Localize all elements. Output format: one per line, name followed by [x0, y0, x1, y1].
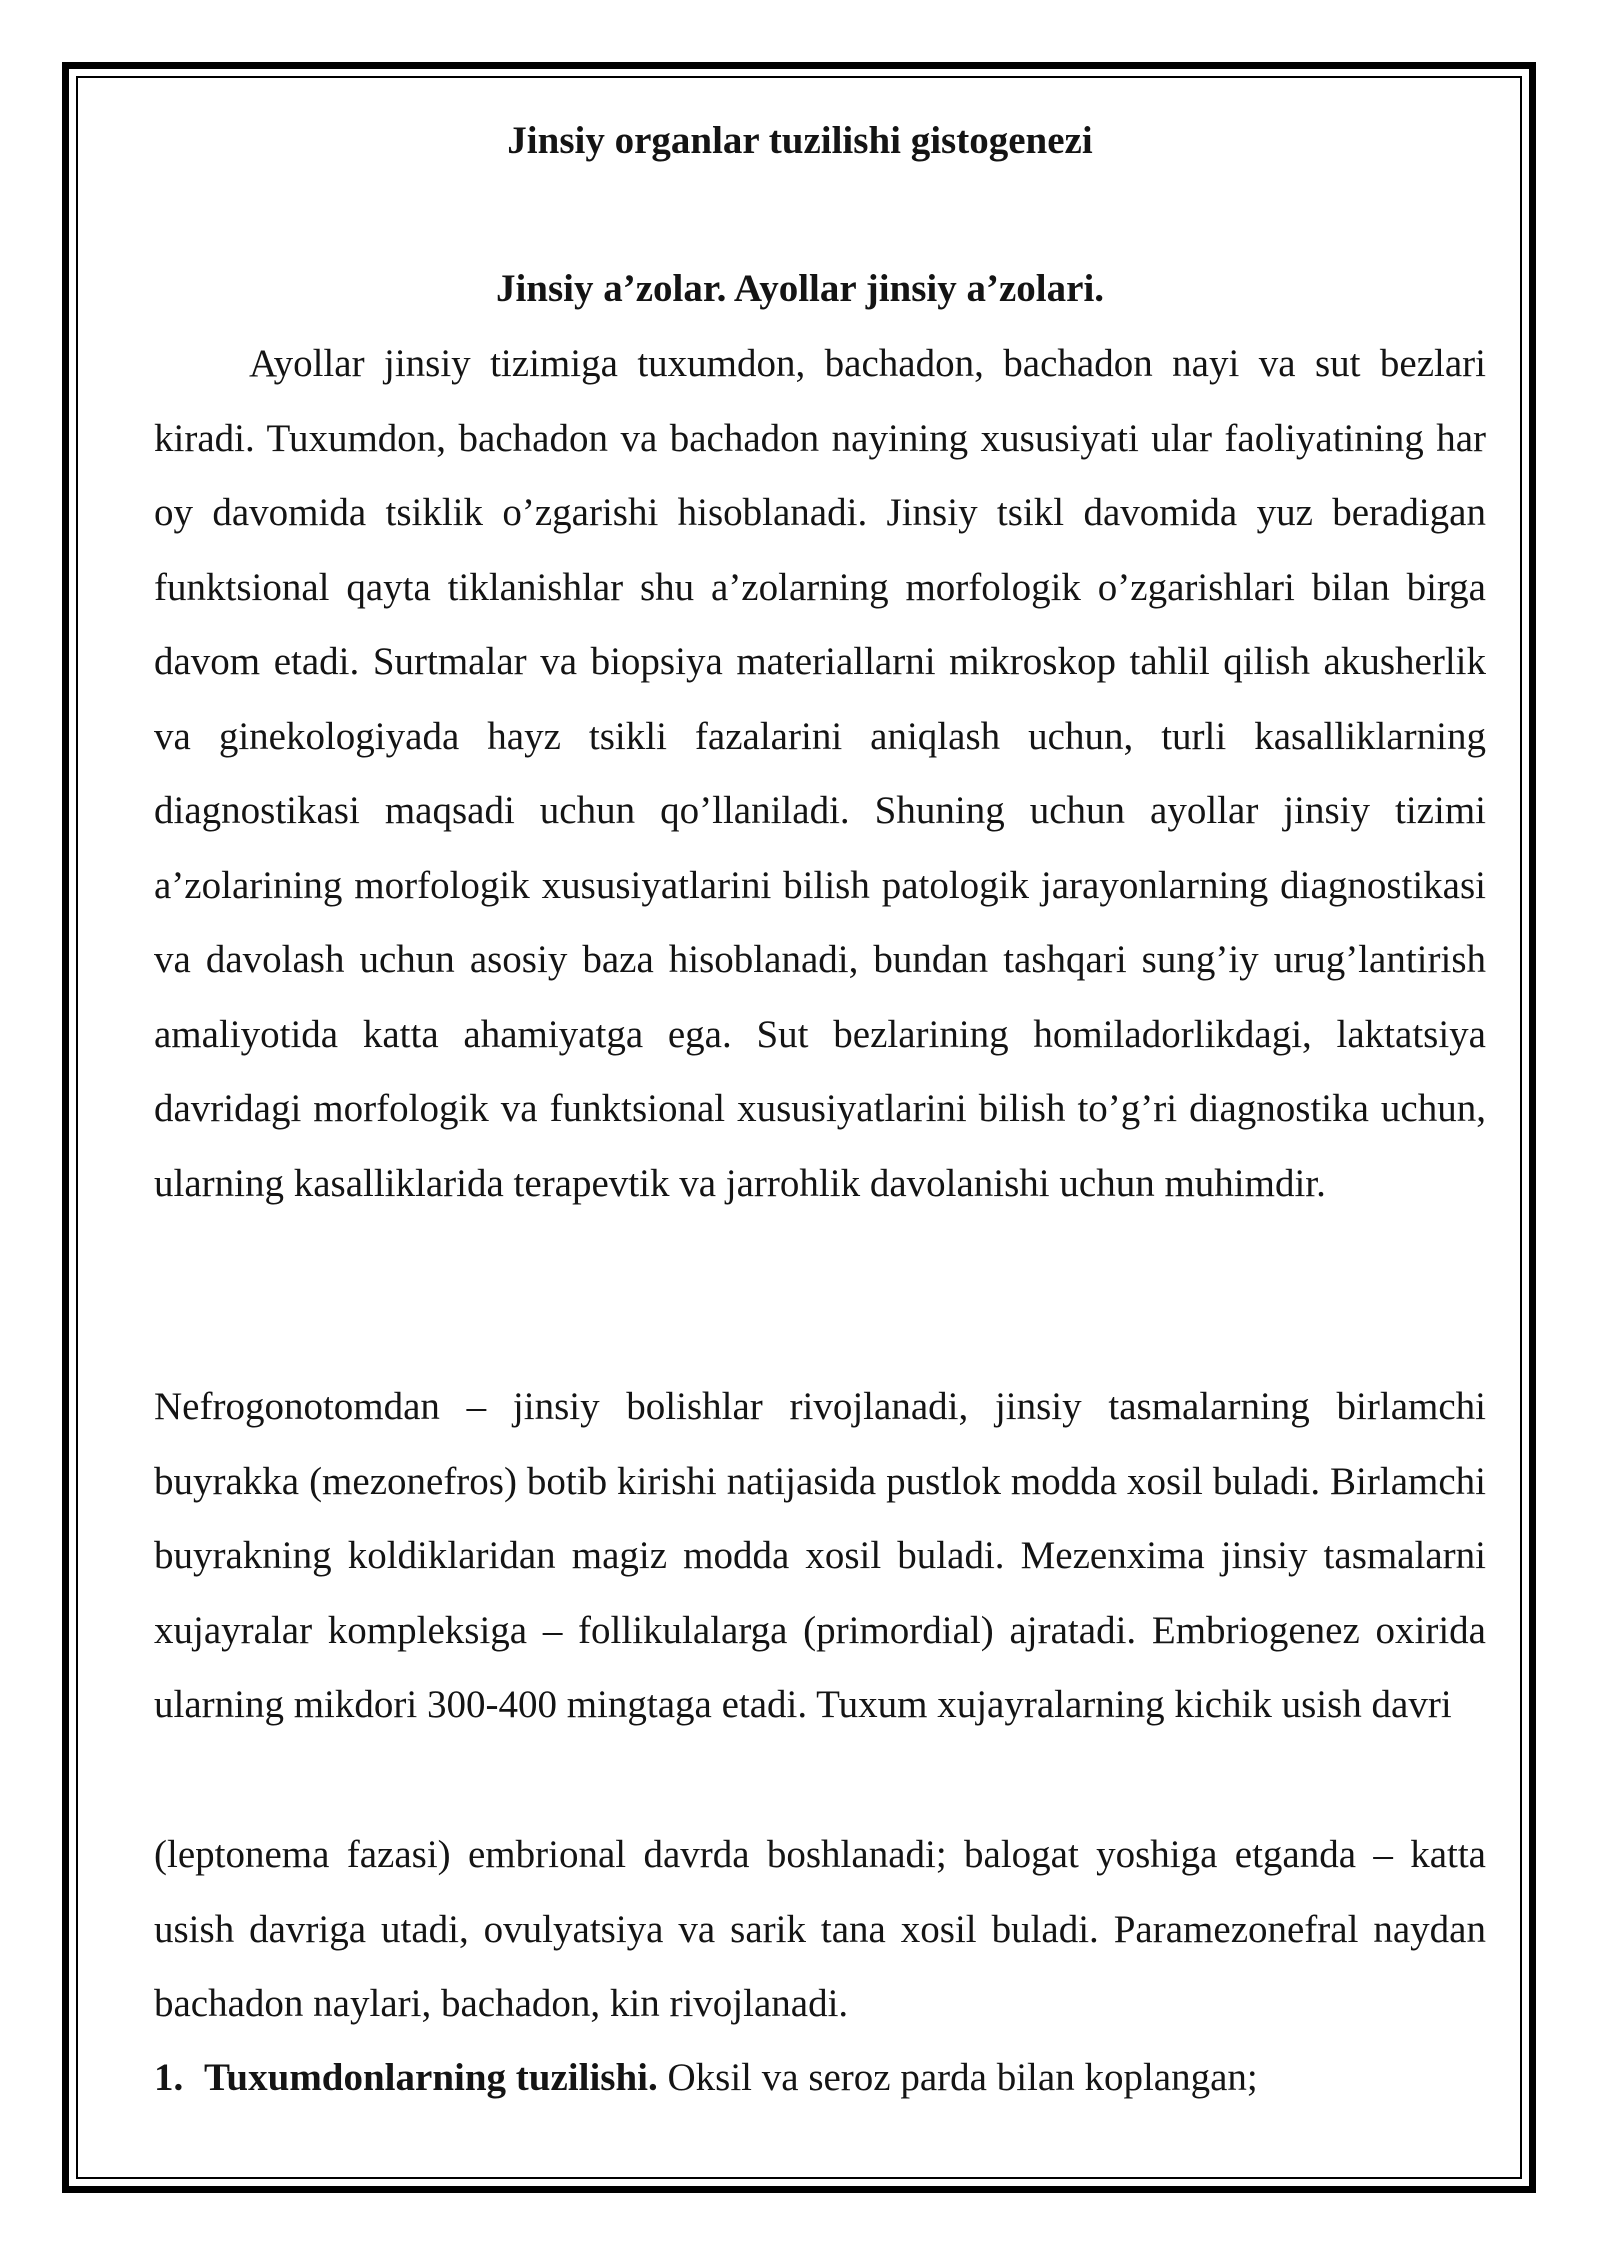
list-item-heading: Tuxumdonlarning tuzilishi. — [204, 2056, 658, 2099]
section-heading: Jinsiy a’zolar. Ayollar jinsiy a’zolari. — [495, 267, 1105, 310]
paragraph-embryogenesis: Nefrogonotomdan – jinsiy bolishlar rivojlanadi, jinsiy tasmalarning birlamchi buyrakka (mezonefros) botib kirishi natijasida pustlok modda xosil buladi. Birlamchi buyrakning koldiklaridan magiz modda xosil buladi. Mezenxima jinsiy tasmalarni xujayralar kompleksiga – follikulalarga (primordial) ajratadi. Embriogenez oxirida ularning mikdori 300-400 mingtaga etadi. Tuxum xujayralarning kichik usish davri — [154, 1385, 1486, 1726]
list-item — [154, 2041, 1486, 2116]
list-item-number: 1. — [154, 2056, 184, 2099]
paragraph-intro: Ayollar jinsiy tizimiga tuxumdon, bachadon, bachadon nayi va sut bezlari kiradi. Tuxumdon, bachadon va bachadon nayining xususiyati ular faoliyatining har oy davomida tsiklik o’zgarishi hisoblanadi. Jinsiy tsikl davomida yuz beradigan funktsional qayta tiklanishlar shu a’zolarning morfologik o’zgarishlari bilan birga davom etadi. Surtmalar va biopsiya materiallarni mikroskop tahlil qilish akusherlik va ginekologiyada hayz tsikli fazalarini aniqlash uchun, turli kasalliklarning diagnostikasi maqsadi uchun qo’llaniladi. Shuning uchun ayollar jinsiy tizimi a’zolarining morfologik xususiyatlarini bilish patologik jarayonlarning diagnostikasi va davolash uchun asosiy baza hisoblanadi, bundan tashqari sung’iy urug’lantirish amaliyotida katta ahamiyatga ega. Sut bezlarining homiladorlikdagi, laktatsiya davridagi morfologik va funktsional xususiyatlarini bilish to’g’ri diagnostika uchun, ularning kasalliklarida terapevtik va jarrohlik davolanishi uchun muhimdir. — [154, 342, 1486, 1205]
list-item-text: Oksil va seroz parda bilan koplangan; — [657, 2056, 1258, 2099]
paragraph-development: (leptonema fazasi) embrional davrda boshlanadi; balogat yoshiga etganda – katta usish davriga utadi, ovulyatsiya va sarik tana xosil buladi. Paramezonefral naydan bachadon naylari, bachadon, kin rivojlanadi. — [154, 1833, 1486, 2025]
document-title: Jinsiy organlar tuzilishi gistogenezi — [507, 119, 1093, 162]
